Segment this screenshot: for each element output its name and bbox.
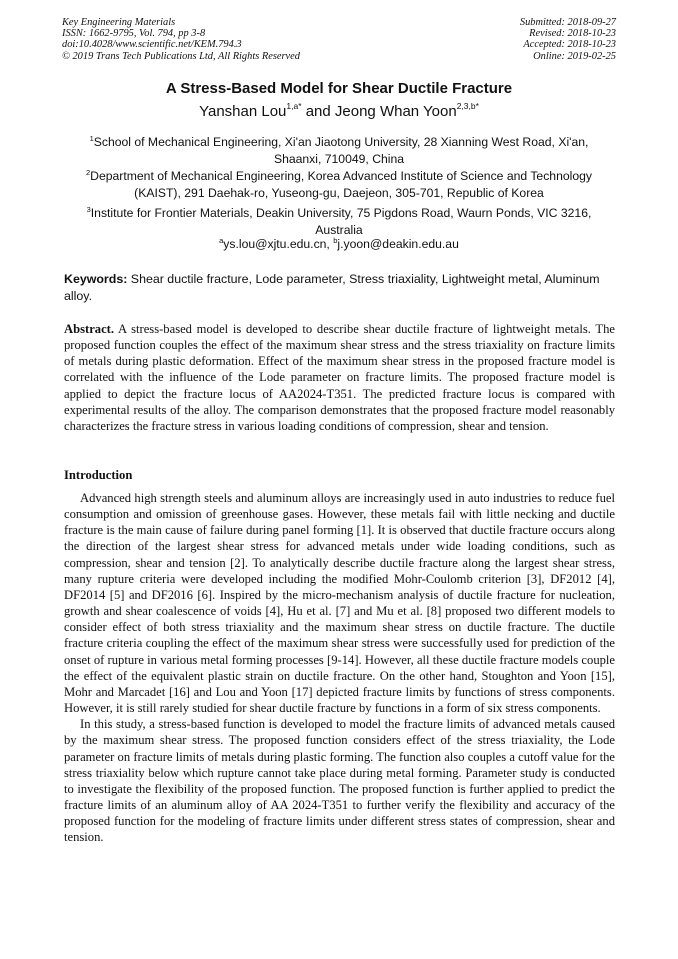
affiliation-text: School of Mechanical Engineering, Xi'an Jiaotong University, 28 Xianning West Road, Xi'an, Shaanxi, 710049, China <box>93 135 589 166</box>
copyright-line: © 2019 Trans Tech Publications Ltd, All Rights Reserved <box>62 50 300 62</box>
submitted-date: Submitted: 2018-09-27 <box>519 17 616 28</box>
issn-line: ISSN: 1662-9795, Vol. 794, pp 3-8 <box>62 28 206 40</box>
abstract-label: Abstract. <box>64 322 115 336</box>
author-name: Yanshan Lou <box>199 103 287 120</box>
keywords-label: Keywords: <box>64 272 128 286</box>
affiliation-number: 3 <box>86 205 91 214</box>
affiliation <box>70 130 608 168</box>
abstract-text: A stress-based model is developed to describe shear ductile fracture of lightweight metals. The proposed function couples the effect of the maximum shear stress and the stress triaxiality on fracture limits of metals during plastic deformation. Effect of the maximum shear stress in the proposed fracture model is correlated with the influence of the Lode parameter on fracture limits. The proposed fracture model is applied to depict the fracture locus of AA2024-T351. The predicted fracture locus is compared with experimental results of the alloy. The comparison demonstrates that the proposed fracture model reasonably characterizes the fracture stress in various loading conditions of compression, shear and tension. <box>64 322 615 433</box>
email-mark: b <box>333 236 338 245</box>
publication-dates <box>520 17 616 62</box>
paragraph: Advanced high strength steels and aluminum alloys are increasingly used in auto industries to reduce fuel consumption and omission of greenhouse gases. However, these metals fail with little necking and ductile fracture is the main cause of failure during panel forming [1]. It is observed that ductile fracture occurs along the direction of the largest shear stress for advanced metals under wide loading conditions, such as compression, shear and tension [2]. To analytically describe ductile fracture along the largest shear stress, many rupture criteria were developed including the modified Mohr-Coulomb criterion [3], DF2012 [4], DF2014 [5] and DF2016 [6]. Inspired by the micro-mechanism analysis of ductile fracture for nucleation, growth and shear coalescence of voids [4], Hu et al. [7] and Mu et al. [8] proposed two different models to consider effect of both stress triaxiality and the maximum shear stress on ductile fracture. The ductile fracture criteria coupling the effect of the maximum shear stress were successfully used for prediction of the onset of rupture in various metal forming processes [9-14]. However, all these ductile fracture models couple the effect of the equivalent plastic strain on ductile fracture. On the other hand, Stoughton and Yoon [15], Mohr and Marcadet [16] and Lou and Yoon [17] depicted fracture limits by functions of stress components. However, it is still rarely studied for shear ductile fracture by functions in a form of six stress components. <box>64 491 615 716</box>
paper-title: A Stress-Based Model for Shear Ductile Fracture <box>165 80 513 97</box>
paragraph: In this study, a stress-based function is developed to model the fracture limits of advanced metals caused by the maximum shear stress. The proposed function considers effect of the stress triaxiality, the Lode parameter on fracture limits of metals during plastic forming. The function also couples a cutoff value for the stress triaxiality below which rupture cannot take place during metal forming. Parameter study is conducted to investigate the flexibility of the proposed function. The proposed function is further applied to predict the fracture limits of an aluminum alloy of AA 2024-T351 to further verify the flexibility and accuracy of the proposed function for the modeling of fracture limits under different stress states of compression, shear and tension. <box>64 717 615 845</box>
email-text: ys.lou@xjtu.edu.cn, <box>223 237 334 251</box>
affiliation-number: 2 <box>86 168 91 177</box>
affiliation <box>70 201 608 239</box>
author-emails <box>0 236 678 251</box>
abstract <box>64 321 615 434</box>
affiliation-text: Institute for Frontier Materials, Deakin University, 75 Pigdons Road, Waurn Ponds, VIC 3216, Australia <box>90 206 592 237</box>
email-text: j.yoon@deakin.edu.au <box>337 237 459 251</box>
author-joiner: and <box>301 103 335 120</box>
revised-date: Revised: 2018-10-23 <box>529 28 616 40</box>
journal-name: Key Engineering Materials <box>62 17 176 28</box>
doi-line: doi:10.4028/www.scientific.net/KEM.794.3 <box>62 39 242 51</box>
keywords <box>64 271 615 305</box>
author-affiliation-mark: 2,3,b* <box>456 101 479 111</box>
affiliation-number: 1 <box>89 134 94 143</box>
email-mark: a <box>219 236 224 245</box>
section-heading: Introduction <box>64 468 133 482</box>
author-name: Jeong Whan Yoon <box>334 103 457 120</box>
online-date: Online: 2019-02-25 <box>533 50 616 62</box>
keywords-text: Shear ductile fracture, Lode parameter, Stress triaxiality, Lightweight metal, Aluminum alloy. <box>64 272 600 303</box>
affiliation <box>70 164 608 202</box>
journal-info <box>62 17 300 62</box>
accepted-date: Accepted: 2018-10-23 <box>523 39 616 51</box>
affiliation-text: Department of Mechanical Engineering, Korea Advanced Institute of Science and Technology (KAIST), 291 Daehak-ro, Yuseong-gu, Daejeon, 305-701, Republic of Korea <box>90 169 592 200</box>
author-list <box>0 101 678 120</box>
introduction-body <box>64 490 615 845</box>
author-affiliation-mark: 1,a* <box>286 101 302 111</box>
